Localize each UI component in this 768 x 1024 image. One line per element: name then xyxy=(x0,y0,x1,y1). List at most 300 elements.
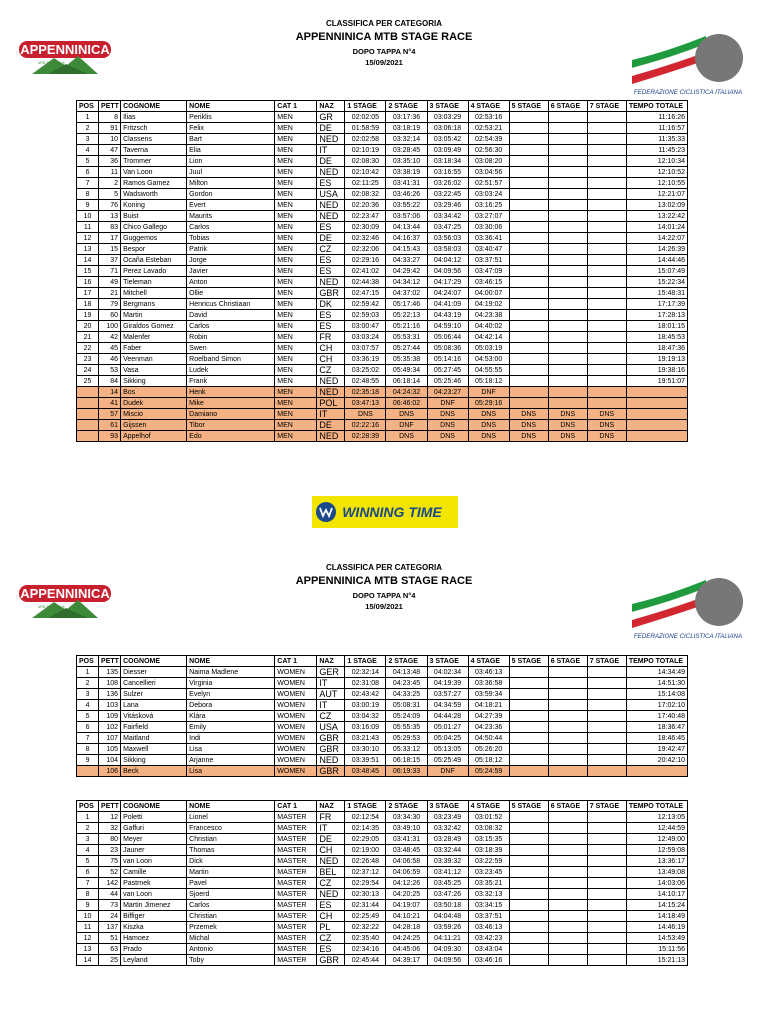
cell-naz: CH xyxy=(317,845,345,856)
cell-cat: MASTER xyxy=(275,944,317,955)
cell-tempo-totale: 12:44:59 xyxy=(626,823,687,834)
column-header-stage-5: 5 STAGE xyxy=(509,801,548,812)
cell-stage-2: 05:33:12 xyxy=(386,744,427,755)
table-row xyxy=(77,755,688,766)
cell-stage-3: 03:29:46 xyxy=(427,200,468,211)
cell-stage-2: 04:13:48 xyxy=(386,667,427,678)
column-header-naz: NAZ xyxy=(317,101,345,112)
cell-stage-5 xyxy=(509,211,548,222)
cell-stage-3: 04:43:19 xyxy=(427,310,468,321)
fci-logo xyxy=(626,562,750,642)
cell-stage-5 xyxy=(509,277,548,288)
cell-stage-3: 04:23:27 xyxy=(427,387,468,398)
cell-naz: NED xyxy=(317,376,345,387)
cell-stage-1: 02:35:18 xyxy=(345,387,386,398)
table-row xyxy=(77,266,688,277)
cell-stage-6 xyxy=(548,834,587,845)
cell-stage-2: 03:41:31 xyxy=(386,834,427,845)
cell-pett: 108 xyxy=(99,678,121,689)
column-header-stage-1: 1 STAGE xyxy=(345,101,386,112)
cell-cognome: Miscio xyxy=(121,409,187,420)
cell-stage-5 xyxy=(509,878,548,889)
cell-stage-2: DNS xyxy=(386,409,427,420)
cell-stage-6 xyxy=(548,755,587,766)
cell-cognome: Meyer xyxy=(121,834,187,845)
table-row xyxy=(77,222,688,233)
cell-stage-4: DNS xyxy=(468,409,509,420)
cell-pett: 100 xyxy=(99,321,121,332)
column-header-nome: NOME xyxy=(187,656,275,667)
cell-cat: MASTER xyxy=(275,867,317,878)
cell-cognome: Tieleman xyxy=(121,277,187,288)
cell-cognome: Vasa xyxy=(121,365,187,376)
cell-cat: MEN xyxy=(275,332,317,343)
cell-cat: WOMEN xyxy=(275,733,317,744)
cell-pett: 142 xyxy=(99,878,121,889)
column-header-stage-2: 2 STAGE xyxy=(386,101,427,112)
cell-stage-5: DNS xyxy=(509,431,548,442)
cell-nome: Christian xyxy=(187,911,275,922)
cell-nome: Swen xyxy=(187,343,275,354)
fci-logo xyxy=(626,18,750,98)
cell-stage-6 xyxy=(548,856,587,867)
cell-stage-3: 03:09:49 xyxy=(427,145,468,156)
cell-tempo-totale: 13:22:42 xyxy=(626,211,687,222)
cell-nome: Evelyn xyxy=(187,689,275,700)
cell-pos: 2 xyxy=(77,823,99,834)
cell-pett: 53 xyxy=(99,365,121,376)
cell-stage-6 xyxy=(548,722,587,733)
cell-stage-6 xyxy=(548,200,587,211)
cell-stage-4: 02:53:21 xyxy=(468,123,509,134)
cell-stage-6 xyxy=(548,112,587,123)
cell-stage-4: 04:50:44 xyxy=(468,733,509,744)
cell-stage-1: 02:29:54 xyxy=(345,878,386,889)
cell-nome: Robin xyxy=(187,332,275,343)
cell-stage-5 xyxy=(509,398,548,409)
cell-cognome: Van Loon xyxy=(121,167,187,178)
cell-nome: Henk xyxy=(187,387,275,398)
cell-stage-6 xyxy=(548,867,587,878)
column-header-pett: PETT xyxy=(99,101,121,112)
cell-stage-1: 01:58:59 xyxy=(345,123,386,134)
cell-pett: 12 xyxy=(99,812,121,823)
cell-nome: Patrik xyxy=(187,244,275,255)
cell-stage-1: 02:26:48 xyxy=(345,856,386,867)
column-header-stage-1: 1 STAGE xyxy=(345,801,386,812)
cell-tempo-totale xyxy=(626,387,687,398)
cell-stage-6 xyxy=(548,332,587,343)
cell-naz: FR xyxy=(317,332,345,343)
cell-stage-2: 03:57:06 xyxy=(386,211,427,222)
cell-stage-2: 03:55:22 xyxy=(386,200,427,211)
cell-cognome: Martin Jimenez xyxy=(121,900,187,911)
cell-naz: CH xyxy=(317,343,345,354)
cell-pett: 105 xyxy=(99,744,121,755)
cell-stage-1: 02:28:39 xyxy=(345,431,386,442)
cell-stage-5 xyxy=(509,255,548,266)
cell-stage-3: 04:24:07 xyxy=(427,288,468,299)
cell-pett: 76 xyxy=(99,200,121,211)
cell-stage-2: 03:32:14 xyxy=(386,134,427,145)
cell-stage-5 xyxy=(509,933,548,944)
cell-stage-3: 04:34:59 xyxy=(427,700,468,711)
cell-pett: 37 xyxy=(99,255,121,266)
cell-stage-7 xyxy=(587,911,626,922)
cell-stage-4: 03:36:58 xyxy=(468,678,509,689)
table-row xyxy=(77,365,688,376)
cell-stage-1: 03:16:09 xyxy=(345,722,386,733)
cell-pett: 23 xyxy=(99,845,121,856)
cell-stage-2: 04:06:58 xyxy=(386,856,427,867)
cell-stage-1: 02:31:44 xyxy=(345,900,386,911)
cell-stage-1: 02:20:36 xyxy=(345,200,386,211)
cell-tempo-totale: 11:16:26 xyxy=(626,112,687,123)
cell-stage-3: 03:45:25 xyxy=(427,878,468,889)
cell-stage-4: 03:43:04 xyxy=(468,944,509,955)
cell-stage-2: 05:35:38 xyxy=(386,354,427,365)
cell-stage-2: 03:41:31 xyxy=(386,178,427,189)
cell-stage-3: 04:11:21 xyxy=(427,933,468,944)
cell-nome: Ludek xyxy=(187,365,275,376)
cell-stage-4: 03:08:32 xyxy=(468,823,509,834)
cell-naz: CZ xyxy=(317,711,345,722)
cell-nome: Milton xyxy=(187,178,275,189)
cell-stage-5 xyxy=(509,856,548,867)
cell-stage-4: 03:34:15 xyxy=(468,900,509,911)
cell-cognome: Kiszka xyxy=(121,922,187,933)
cell-cat: MEN xyxy=(275,354,317,365)
cell-stage-6 xyxy=(548,310,587,321)
cell-stage-5 xyxy=(509,244,548,255)
cell-stage-3: DNS xyxy=(427,431,468,442)
cell-pett: 71 xyxy=(99,266,121,277)
cell-tempo-totale: 14:26:39 xyxy=(626,244,687,255)
cell-cognome: Buist xyxy=(121,211,187,222)
cell-stage-7 xyxy=(587,167,626,178)
cell-pos: 4 xyxy=(77,145,99,156)
cell-stage-6: DNS xyxy=(548,420,587,431)
cell-pett: 136 xyxy=(99,689,121,700)
cell-tempo-totale: 19:19:13 xyxy=(626,354,687,365)
cell-pett: 73 xyxy=(99,900,121,911)
cell-pett: 45 xyxy=(99,343,121,354)
cell-pos: 8 xyxy=(77,189,99,200)
cell-stage-6 xyxy=(548,299,587,310)
cell-stage-6 xyxy=(548,823,587,834)
cell-naz: GBR xyxy=(317,955,345,966)
table-row xyxy=(77,321,688,332)
cell-stage-5 xyxy=(509,755,548,766)
cell-pett: 25 xyxy=(99,955,121,966)
cell-stage-4: 04:53:00 xyxy=(468,354,509,365)
cell-stage-4: 04:40:02 xyxy=(468,321,509,332)
cell-stage-1: 02:48:55 xyxy=(345,376,386,387)
cell-pett: 46 xyxy=(99,354,121,365)
cell-stage-6 xyxy=(548,889,587,900)
cell-stage-6 xyxy=(548,766,587,777)
table-row xyxy=(77,845,688,856)
cell-cognome: Camille xyxy=(121,867,187,878)
table-row xyxy=(77,354,688,365)
cell-pos: 16 xyxy=(77,277,99,288)
cell-pos: 3 xyxy=(77,134,99,145)
results-table-women xyxy=(76,655,688,777)
cell-nome: Bart xyxy=(187,134,275,145)
cell-stage-4: 03:37:51 xyxy=(468,255,509,266)
cell-stage-6 xyxy=(548,255,587,266)
column-header-stage-6: 6 STAGE xyxy=(548,101,587,112)
cell-pett: 13 xyxy=(99,211,121,222)
table-row xyxy=(77,700,688,711)
cell-naz: NED xyxy=(317,200,345,211)
cell-stage-5 xyxy=(509,123,548,134)
column-header-stage-4: 4 STAGE xyxy=(468,801,509,812)
column-header-stage-6: 6 STAGE xyxy=(548,656,587,667)
cell-stage-6 xyxy=(548,178,587,189)
cell-cat: MEN xyxy=(275,343,317,354)
cell-stage-7 xyxy=(587,856,626,867)
cell-stage-3: 03:03:29 xyxy=(427,112,468,123)
cell-stage-1: 02:23:47 xyxy=(345,211,386,222)
cell-naz: CZ xyxy=(317,365,345,376)
table-row-retired xyxy=(77,409,688,420)
cell-stage-7 xyxy=(587,112,626,123)
date-label: 15/09/2021 xyxy=(365,57,403,67)
cell-cat: MASTER xyxy=(275,823,317,834)
cell-pos: 4 xyxy=(77,700,99,711)
cell-pett: 5 xyxy=(99,189,121,200)
svg-text:MTB Stage Race: MTB Stage Race xyxy=(38,605,65,609)
table-row xyxy=(77,900,688,911)
table-row xyxy=(77,255,688,266)
cell-tempo-totale: 18:01:15 xyxy=(626,321,687,332)
cell-tempo-totale: 15:14:08 xyxy=(626,689,687,700)
cell-pos: 6 xyxy=(77,867,99,878)
cell-stage-4: 03:47:09 xyxy=(468,266,509,277)
cell-cognome: Hamoez xyxy=(121,933,187,944)
cell-stage-7 xyxy=(587,123,626,134)
cell-nome: Dick xyxy=(187,856,275,867)
cell-stage-2: 03:17:36 xyxy=(386,112,427,123)
cell-stage-6 xyxy=(548,211,587,222)
cell-stage-6 xyxy=(548,387,587,398)
cell-stage-2: 05:27:44 xyxy=(386,343,427,354)
cell-stage-3: 03:39:32 xyxy=(427,856,468,867)
cell-pos: 1 xyxy=(77,667,99,678)
cell-stage-7 xyxy=(587,178,626,189)
cell-stage-6 xyxy=(548,321,587,332)
cell-stage-4: 03:36:41 xyxy=(468,233,509,244)
cell-stage-3: 03:16:55 xyxy=(427,167,468,178)
cell-stage-5 xyxy=(509,845,548,856)
cell-pett: 15 xyxy=(99,244,121,255)
cell-cat: MEN xyxy=(275,376,317,387)
cell-stage-4: 02:51:57 xyxy=(468,178,509,189)
cell-stage-3: DNS xyxy=(427,420,468,431)
cell-stage-2: 03:34:30 xyxy=(386,812,427,823)
cell-stage-5 xyxy=(509,900,548,911)
cell-stage-2: 04:20:25 xyxy=(386,889,427,900)
cell-stage-2: 03:38:19 xyxy=(386,167,427,178)
cell-stage-7 xyxy=(587,288,626,299)
column-header-cat: CAT 1 xyxy=(275,801,317,812)
cell-nome: Michal xyxy=(187,933,275,944)
table-row xyxy=(77,812,688,823)
cell-cat: MEN xyxy=(275,222,317,233)
cell-stage-1: 03:48:45 xyxy=(345,766,386,777)
cell-naz: IT xyxy=(317,700,345,711)
cell-cat: MEN xyxy=(275,277,317,288)
cell-cat: MEN xyxy=(275,244,317,255)
cell-tempo-totale: 13:36:17 xyxy=(626,856,687,867)
cell-stage-3: 05:27:45 xyxy=(427,365,468,376)
cell-stage-2: 03:35:10 xyxy=(386,156,427,167)
cell-naz: FR xyxy=(317,812,345,823)
cell-naz: ES xyxy=(317,266,345,277)
cell-nome: Przemek xyxy=(187,922,275,933)
cell-stage-3: 05:13:05 xyxy=(427,744,468,755)
cell-tempo-totale: 20:42:10 xyxy=(626,755,687,766)
cell-stage-6 xyxy=(548,145,587,156)
cell-tempo-totale xyxy=(626,398,687,409)
cell-cat: MEN xyxy=(275,134,317,145)
cell-stage-5 xyxy=(509,299,548,310)
cell-pett: 21 xyxy=(99,288,121,299)
cell-cat: MEN xyxy=(275,288,317,299)
cell-nome: Naima Madlene xyxy=(187,667,275,678)
cell-stage-2: 03:18:19 xyxy=(386,123,427,134)
cell-cognome: Chico Gallego xyxy=(121,222,187,233)
cell-stage-3: 04:09:56 xyxy=(427,266,468,277)
cell-stage-2: 05:21:16 xyxy=(386,321,427,332)
cell-naz: GER xyxy=(317,667,345,678)
cell-cognome: Bespor xyxy=(121,244,187,255)
cell-stage-4: DNS xyxy=(468,431,509,442)
cell-cognome: Mitchell xyxy=(121,288,187,299)
cell-stage-2: 04:29:42 xyxy=(386,266,427,277)
cell-stage-6 xyxy=(548,134,587,145)
cell-naz: NED xyxy=(317,211,345,222)
table-row xyxy=(77,678,688,689)
cell-stage-7 xyxy=(587,711,626,722)
cell-stage-5: DNS xyxy=(509,420,548,431)
cell-tempo-totale: 12:49:00 xyxy=(626,834,687,845)
cell-stage-3: 04:04:48 xyxy=(427,911,468,922)
cell-stage-7 xyxy=(587,332,626,343)
cell-tempo-totale: 18:46:45 xyxy=(626,733,687,744)
stage-label: DOPO TAPPA N°4 xyxy=(352,591,416,600)
cell-stage-5 xyxy=(509,266,548,277)
cell-naz: CZ xyxy=(317,878,345,889)
cell-naz: DE xyxy=(317,834,345,845)
cell-stage-2: 04:45:06 xyxy=(386,944,427,955)
cell-stage-2: 04:10:21 xyxy=(386,911,427,922)
cell-pett: 44 xyxy=(99,889,121,900)
header-row xyxy=(77,801,688,812)
cell-pos: 20 xyxy=(77,321,99,332)
table-row xyxy=(77,299,688,310)
cell-nome: Periklis xyxy=(187,112,275,123)
cell-stage-5 xyxy=(509,376,548,387)
table-row-retired xyxy=(77,398,688,409)
cell-stage-4: 05:26:20 xyxy=(468,744,509,755)
cell-tempo-totale: 13:49:08 xyxy=(626,867,687,878)
cell-stage-2: 05:55:35 xyxy=(386,722,427,733)
cell-stage-2: 04:37:02 xyxy=(386,288,427,299)
cell-stage-6 xyxy=(548,222,587,233)
cell-cat: MASTER xyxy=(275,900,317,911)
cell-tempo-totale: 17:02:10 xyxy=(626,700,687,711)
cell-stage-7: DNS xyxy=(587,420,626,431)
cell-stage-2: 06:18:14 xyxy=(386,376,427,387)
cell-nome: Martin xyxy=(187,867,275,878)
cell-stage-4: 03:23:45 xyxy=(468,867,509,878)
cell-stage-2: 06:46:02 xyxy=(386,398,427,409)
cell-stage-4: 04:19:02 xyxy=(468,299,509,310)
cell-stage-2: 06:19:33 xyxy=(386,766,427,777)
cell-pos: 17 xyxy=(77,288,99,299)
cell-stage-3: 04:44:28 xyxy=(427,711,468,722)
cell-stage-2: 05:53:31 xyxy=(386,332,427,343)
cell-stage-3: 04:09:56 xyxy=(427,955,468,966)
table-row xyxy=(77,178,688,189)
cell-pos: 3 xyxy=(77,834,99,845)
cell-cognome: Gaffuri xyxy=(121,823,187,834)
cell-tempo-totale: 14:53:49 xyxy=(626,933,687,944)
cell-pos xyxy=(77,431,99,442)
cell-stage-6 xyxy=(548,744,587,755)
cell-stage-5 xyxy=(509,321,548,332)
cell-stage-2: 04:39:17 xyxy=(386,955,427,966)
cell-stage-1: 03:25:02 xyxy=(345,365,386,376)
cell-cognome: Maitland xyxy=(121,733,187,744)
table-row xyxy=(77,288,688,299)
cell-stage-3: 05:08:36 xyxy=(427,343,468,354)
cell-cat: MEN xyxy=(275,431,317,442)
column-header-stage-7: 7 STAGE xyxy=(587,656,626,667)
cell-stage-1: 02:32:22 xyxy=(345,922,386,933)
cell-stage-5 xyxy=(509,689,548,700)
cell-pos: 9 xyxy=(77,200,99,211)
cell-tempo-totale: 14:22:07 xyxy=(626,233,687,244)
cell-nome: Juul xyxy=(187,167,275,178)
cell-stage-5 xyxy=(509,812,548,823)
cell-cat: MASTER xyxy=(275,955,317,966)
cell-tempo-totale: 14:34:49 xyxy=(626,667,687,678)
cell-stage-5: DNS xyxy=(509,409,548,420)
cell-pos: 12 xyxy=(77,233,99,244)
column-header-naz: NAZ xyxy=(317,801,345,812)
cell-pos: 3 xyxy=(77,689,99,700)
cell-stage-1: 03:36:19 xyxy=(345,354,386,365)
cell-stage-3: 05:04:25 xyxy=(427,733,468,744)
cell-stage-4: 03:46:16 xyxy=(468,955,509,966)
cell-stage-1: 02:25:49 xyxy=(345,911,386,922)
cell-cognome: Wadsworth xyxy=(121,189,187,200)
cell-nome: Virginia xyxy=(187,678,275,689)
cell-naz: CH xyxy=(317,354,345,365)
cell-stage-5 xyxy=(509,766,548,777)
cell-stage-3: 03:57:27 xyxy=(427,689,468,700)
column-header-stage-2: 2 STAGE xyxy=(386,801,427,812)
cell-cognome: Pastrnek xyxy=(121,878,187,889)
cell-nome: Klára xyxy=(187,711,275,722)
cell-stage-7 xyxy=(587,944,626,955)
cell-stage-7 xyxy=(587,156,626,167)
table-row xyxy=(77,134,688,145)
cell-cognome: Trommer xyxy=(121,156,187,167)
